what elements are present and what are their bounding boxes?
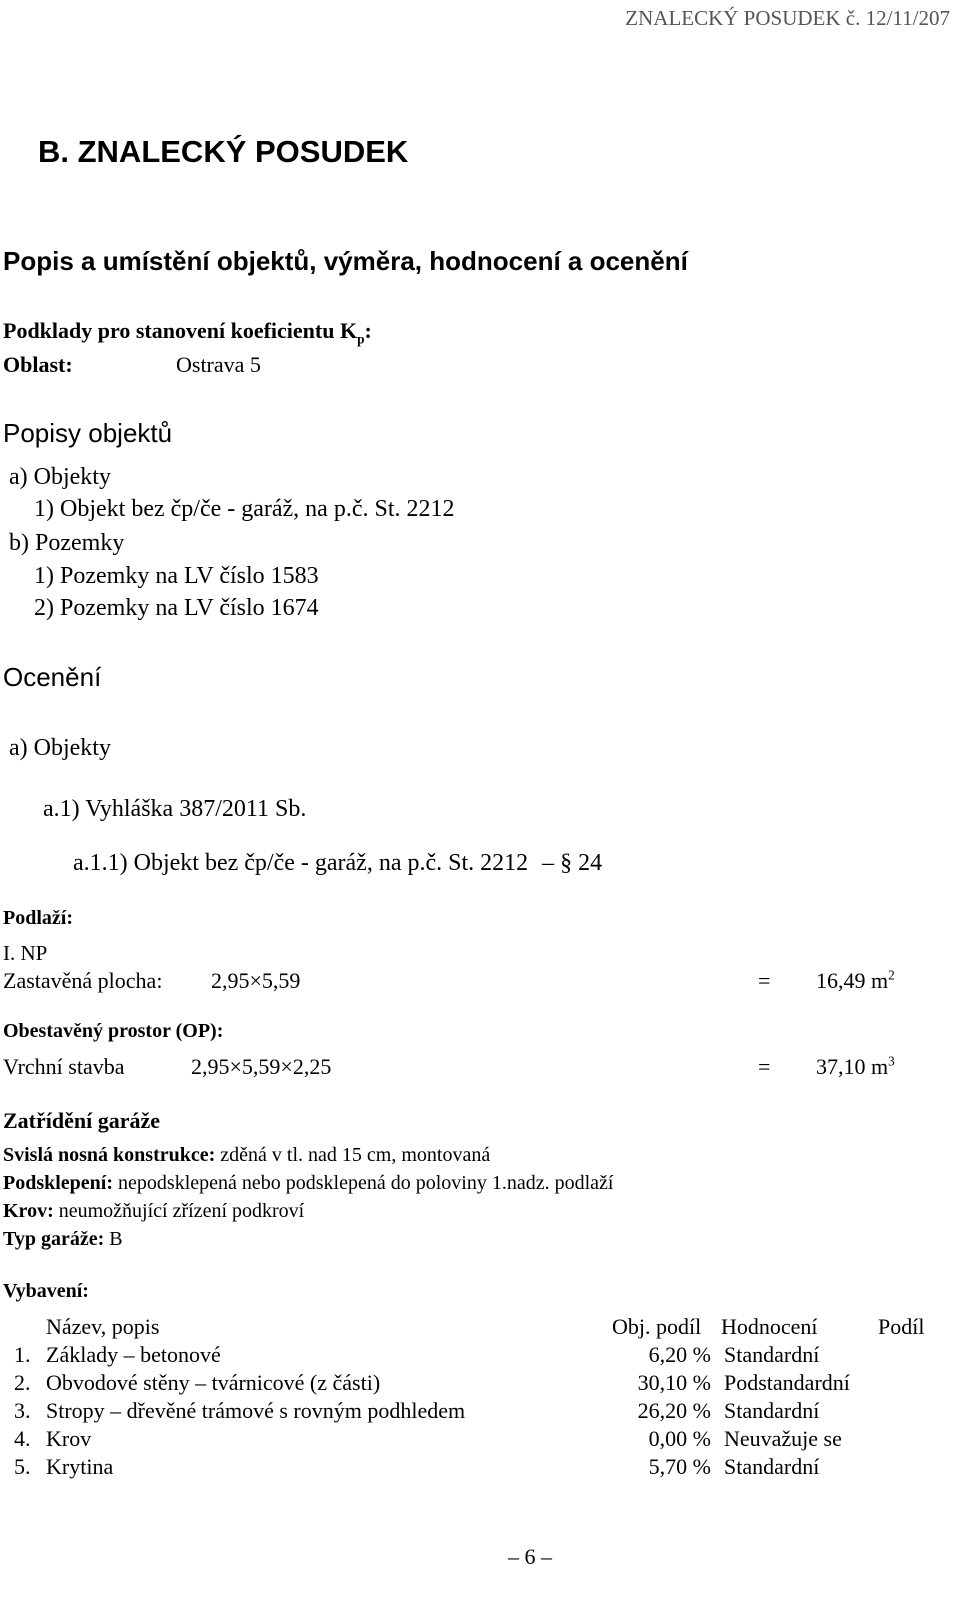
table-row	[0, 1426, 960, 1454]
zp-formula: 2,95×5,59	[211, 968, 301, 993]
table-row	[0, 1398, 960, 1426]
row-share: 5,70 %	[648, 1454, 711, 1479]
col-nazev: Název, popis	[46, 1314, 160, 1339]
table-row	[0, 1370, 960, 1398]
op-row	[0, 1054, 960, 1082]
op-formula: 2,95×5,59×2,25	[191, 1054, 332, 1079]
vybaveni-heading: Vybavení:	[3, 1280, 89, 1302]
zatrideni-heading: Zatřídění garáže	[3, 1108, 161, 1133]
zatrideni-item: Typ garáže: B	[3, 1228, 123, 1250]
kp-heading: Podklady pro stanovení koeficientu $K_p$:	[3, 318, 372, 347]
row-name: Obvodové stěny – tvárnicové (z části)	[46, 1370, 381, 1395]
row-share: 30,10 %	[637, 1370, 711, 1395]
row-name: Základy – betonové	[46, 1342, 221, 1367]
row-share: 0,00 %	[648, 1426, 711, 1451]
popisy-heading: Popisy objektů	[3, 418, 173, 448]
floor-label: I. NP	[3, 941, 48, 965]
row-number: 2.	[14, 1370, 31, 1395]
popisy-objekty-label: a) Objekty	[9, 464, 111, 490]
row-rating: Standardní	[724, 1398, 820, 1423]
zatrideni-item: Svislá nosná konstrukce: zděná v tl. nad 15 cm, montovaná	[3, 1144, 491, 1166]
popisy-objekt-item: 1) Objekt bez čp/če - garáž, na p.č. St. 2212	[34, 496, 455, 522]
zastavena-plocha-row	[0, 968, 960, 996]
objekt-oceneni-label: a.1.1) Objekt bez čp/če - garáž, na p.č. St. 2212 – § 24	[73, 850, 603, 876]
zp-value: 16,49 $m^2$	[816, 967, 895, 993]
popisy-pozemky-item: 2) Pozemky na LV číslo 1674	[34, 595, 319, 621]
zatrideni-item: Podsklepení: nepodsklepená nebo podsklepená do poloviny 1.nadz. podlaží	[3, 1172, 614, 1194]
row-rating: Standardní	[724, 1342, 820, 1367]
col-podil: Podíl	[878, 1314, 925, 1339]
op-heading: Obestavěný prostor (OP):	[3, 1020, 224, 1042]
row-rating: Standardní	[724, 1454, 820, 1479]
oceneni-objekty-label: a) Objekty	[9, 735, 111, 761]
row-name: Stropy – dřevěné trámové s rovným podhledem	[46, 1398, 466, 1423]
zatrideni-item: Krov: neumožňující zřízení podkroví	[3, 1200, 305, 1222]
section-title: B. ZNALECKÝ POSUDEK	[38, 134, 409, 169]
row-rating: Podstandardní	[724, 1370, 850, 1395]
oblast-label: Oblast:	[3, 352, 73, 377]
popisy-pozemky-item: 1) Pozemky na LV číslo 1583	[34, 563, 319, 589]
op-value: 37,10 $m^3$	[816, 1053, 895, 1079]
row-number: 4.	[14, 1426, 31, 1451]
zp-label: Zastavěná plocha:	[3, 968, 163, 993]
row-number: 3.	[14, 1398, 31, 1423]
row-share: 6,20 %	[648, 1342, 711, 1367]
row-number: 5.	[14, 1454, 31, 1479]
col-obj-podil: Obj. podíl	[612, 1314, 702, 1339]
row-share: 26,20 %	[637, 1398, 711, 1423]
oblast-value: Ostrava 5	[176, 352, 261, 377]
document-header: ZNALECKÝ POSUDEK č. 12/11/207	[625, 6, 950, 30]
table-row	[0, 1454, 960, 1482]
row-number: 1.	[14, 1342, 31, 1367]
popisy-pozemky-label: b) Pozemky	[9, 530, 125, 556]
table-row	[0, 1342, 960, 1370]
col-hodnoceni: Hodnocení	[721, 1314, 818, 1339]
op-label: Vrchní stavba	[3, 1054, 125, 1079]
op-equals: =	[758, 1054, 771, 1079]
vyhlaska-label: a.1) Vyhláška 387/2011 Sb.	[43, 796, 307, 822]
oceneni-heading: Ocenění	[3, 662, 102, 692]
row-rating: Neuvažuje se	[724, 1426, 842, 1451]
zp-equals: =	[758, 968, 771, 993]
subtitle: Popis a umístění objektů, výměra, hodnocení a ocenění	[3, 246, 688, 276]
page-number: – 6 –	[508, 1544, 552, 1569]
row-name: Krytina	[46, 1454, 114, 1479]
row-name: Krov	[46, 1426, 92, 1451]
podlazi-label: Podlaží:	[3, 907, 73, 929]
vybaveni-header-row	[0, 1314, 960, 1342]
